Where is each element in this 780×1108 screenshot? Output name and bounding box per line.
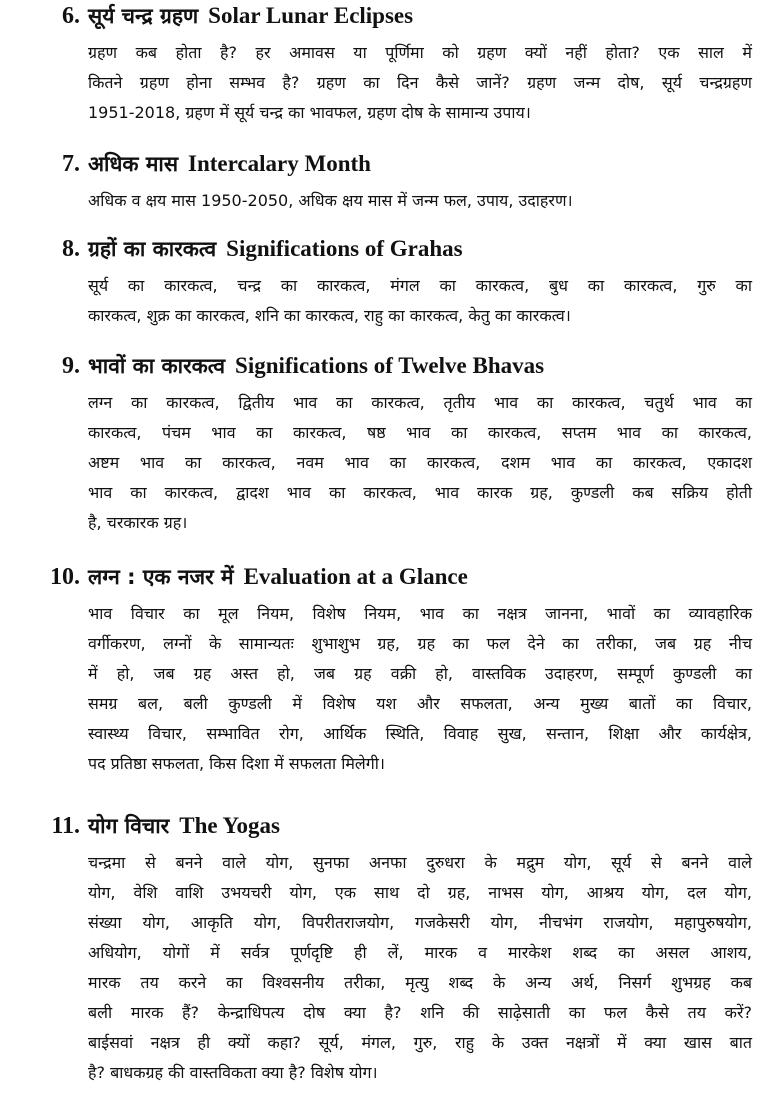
body-line: मारक तय करने का विश्वसनीय तरीका, मृत्यु शब्द के अन्य अर्थ, निसर्ग शुभग्रह कब bbox=[88, 973, 752, 992]
body-line: ग्रहण कब होता है? हर अमावस या पूर्णिमा को ग्रहण क्यों नहीं होता? एक साल में bbox=[88, 43, 752, 62]
section-10 bbox=[36, 563, 752, 779]
body-line: स्वास्थ्य विचार, सम्भावित रोग, आर्थिक स्थिति, विवाह सुख, सन्तान, शिक्षा और कार्यक्षेत्र, bbox=[88, 724, 752, 743]
body-line: 1951-2018, ग्रहण में सूर्य चन्द्र का भावफल, ग्रहण दोष के सामान्य उपाय। bbox=[88, 103, 531, 122]
body-line: वर्गीकरण, लग्नों के सामान्यतः शुभाशुभ ग्रह, ग्रह का फल देने का तरीका, जब ग्रह नीच bbox=[88, 634, 752, 653]
section-title-english: The Yogas bbox=[179, 813, 280, 838]
section-11 bbox=[36, 812, 752, 1088]
section-number: 7. bbox=[62, 151, 80, 177]
body-line: बली मारक हैं? केन्द्राधिपत्य दोष क्या है? शनि की साढ़ेसाती का फल कैसे तय करें? bbox=[88, 1003, 752, 1022]
section-7 bbox=[36, 150, 752, 216]
body-line: समग्र बल, बली कुण्डली में विशेष यश और सफलता, अन्य मुख्य बातों का विचार, bbox=[88, 694, 752, 713]
body-line: संख्या योग, आकृति योग, विपरीतराजयोग, गजकेसरी योग, नीचभंग राजयोग, महापुरुषयोग, bbox=[88, 913, 752, 932]
section-heading bbox=[36, 812, 752, 846]
section-8 bbox=[36, 235, 752, 331]
section-title-english: Evaluation at a Glance bbox=[243, 564, 468, 589]
section-body bbox=[88, 38, 752, 128]
section-9 bbox=[36, 352, 752, 538]
section-title-hindi: ग्रहों का कारकत्व bbox=[88, 237, 217, 261]
body-line: योग, वेशि वाशि उभयचरी योग, एक साथ दो ग्रह, नाभस योग, आश्रय योग, दल योग, bbox=[88, 883, 752, 902]
body-line: भाव विचार का मूल नियम, विशेष नियम, भाव का नक्षत्र जानना, भावों का व्यावहारिक bbox=[88, 604, 752, 623]
section-body bbox=[88, 388, 752, 538]
section-title-hindi: योग विचार bbox=[88, 814, 170, 838]
section-title-hindi: भावों का कारकत्व bbox=[88, 354, 226, 378]
section-body bbox=[88, 848, 752, 1088]
body-line: लग्न का कारकत्व, द्वितीय भाव का कारकत्व, तृतीय भाव का कारकत्व, चतुर्थ भाव का bbox=[88, 393, 752, 412]
section-body bbox=[88, 271, 752, 331]
body-line: चन्द्रमा से बनने वाले योग, सुनफा अनफा दुरुधरा के मद्रुम योग, सूर्य से बनने वाले bbox=[88, 853, 752, 872]
section-title-hindi: लग्न : एक नजर में bbox=[88, 565, 234, 589]
body-line: बाईसवां नक्षत्र ही क्यों कहा? सूर्य, मंगल, गुरु, राहु के उक्त नक्षत्रों में क्या खास बात bbox=[88, 1033, 752, 1052]
body-line: कारकत्व, शुक्र का कारकत्व, शनि का कारकत्व, राहु का कारकत्व, केतु का कारकत्व। bbox=[88, 306, 571, 325]
section-title-hindi: अधिक मास bbox=[88, 152, 179, 176]
section-heading bbox=[36, 235, 752, 269]
section-title-english: Significations of Grahas bbox=[226, 236, 463, 261]
section-number: 6. bbox=[62, 3, 80, 29]
body-line: है, चरकारक ग्रह। bbox=[88, 513, 188, 532]
body-line: कितने ग्रहण होना सम्भव है? ग्रहण का दिन कैसे जानें? ग्रहण जन्म दोष, सूर्य चन्द्रग्रहण bbox=[88, 73, 752, 92]
section-title-english: Solar Lunar Eclipses bbox=[208, 3, 414, 28]
section-number: 11. bbox=[51, 813, 80, 839]
section-title-hindi: सूर्य चन्द्र ग्रहण bbox=[88, 4, 199, 28]
body-line: पद प्रतिष्ठा सफलता, किस दिशा में सफलता मिलेगी। bbox=[88, 754, 385, 773]
section-title-english: Significations of Twelve Bhavas bbox=[235, 353, 545, 378]
body-line: है? बाधकग्रह की वास्तविकता क्या है? विशेष योग। bbox=[88, 1063, 378, 1082]
section-body bbox=[88, 186, 752, 216]
section-number: 10. bbox=[50, 564, 80, 590]
section-6 bbox=[36, 2, 752, 128]
section-number: 8. bbox=[62, 236, 80, 262]
section-number: 9. bbox=[62, 353, 80, 379]
body-line: सूर्य का कारकत्व, चन्द्र का कारकत्व, मंगल का कारकत्व, बुध का कारकत्व, गुरु का bbox=[88, 276, 752, 295]
section-body bbox=[88, 599, 752, 779]
body-line: अधियोग, योगों में सर्वत्र पूर्णदृष्टि ही लें, मारक व मारकेश शब्द का असल आशय, bbox=[88, 943, 752, 962]
section-heading bbox=[36, 352, 752, 386]
section-heading bbox=[36, 150, 752, 184]
section-heading bbox=[36, 2, 752, 36]
section-title-english: Intercalary Month bbox=[188, 151, 371, 176]
body-line: कारकत्व, पंचम भाव का कारकत्व, षष्ठ भाव का कारकत्व, सप्तम भाव का कारकत्व, bbox=[88, 423, 752, 442]
body-line: भाव का कारकत्व, द्वादश भाव का कारकत्व, भाव कारक ग्रह, कुण्डली कब सक्रिय होती bbox=[88, 483, 752, 502]
section-heading bbox=[36, 563, 752, 597]
body-line: में हो, जब ग्रह अस्त हो, जब ग्रह वक्री हो, वास्तविक उदाहरण, सम्पूर्ण कुण्डली का bbox=[88, 664, 752, 683]
body-line: अधिक व क्षय मास 1950-2050, अधिक क्षय मास में जन्म फल, उपाय, उदाहरण। bbox=[88, 191, 573, 210]
body-line: अष्टम भाव का कारकत्व, नवम भाव का कारकत्व, दशम भाव का कारकत्व, एकादश bbox=[88, 453, 752, 472]
